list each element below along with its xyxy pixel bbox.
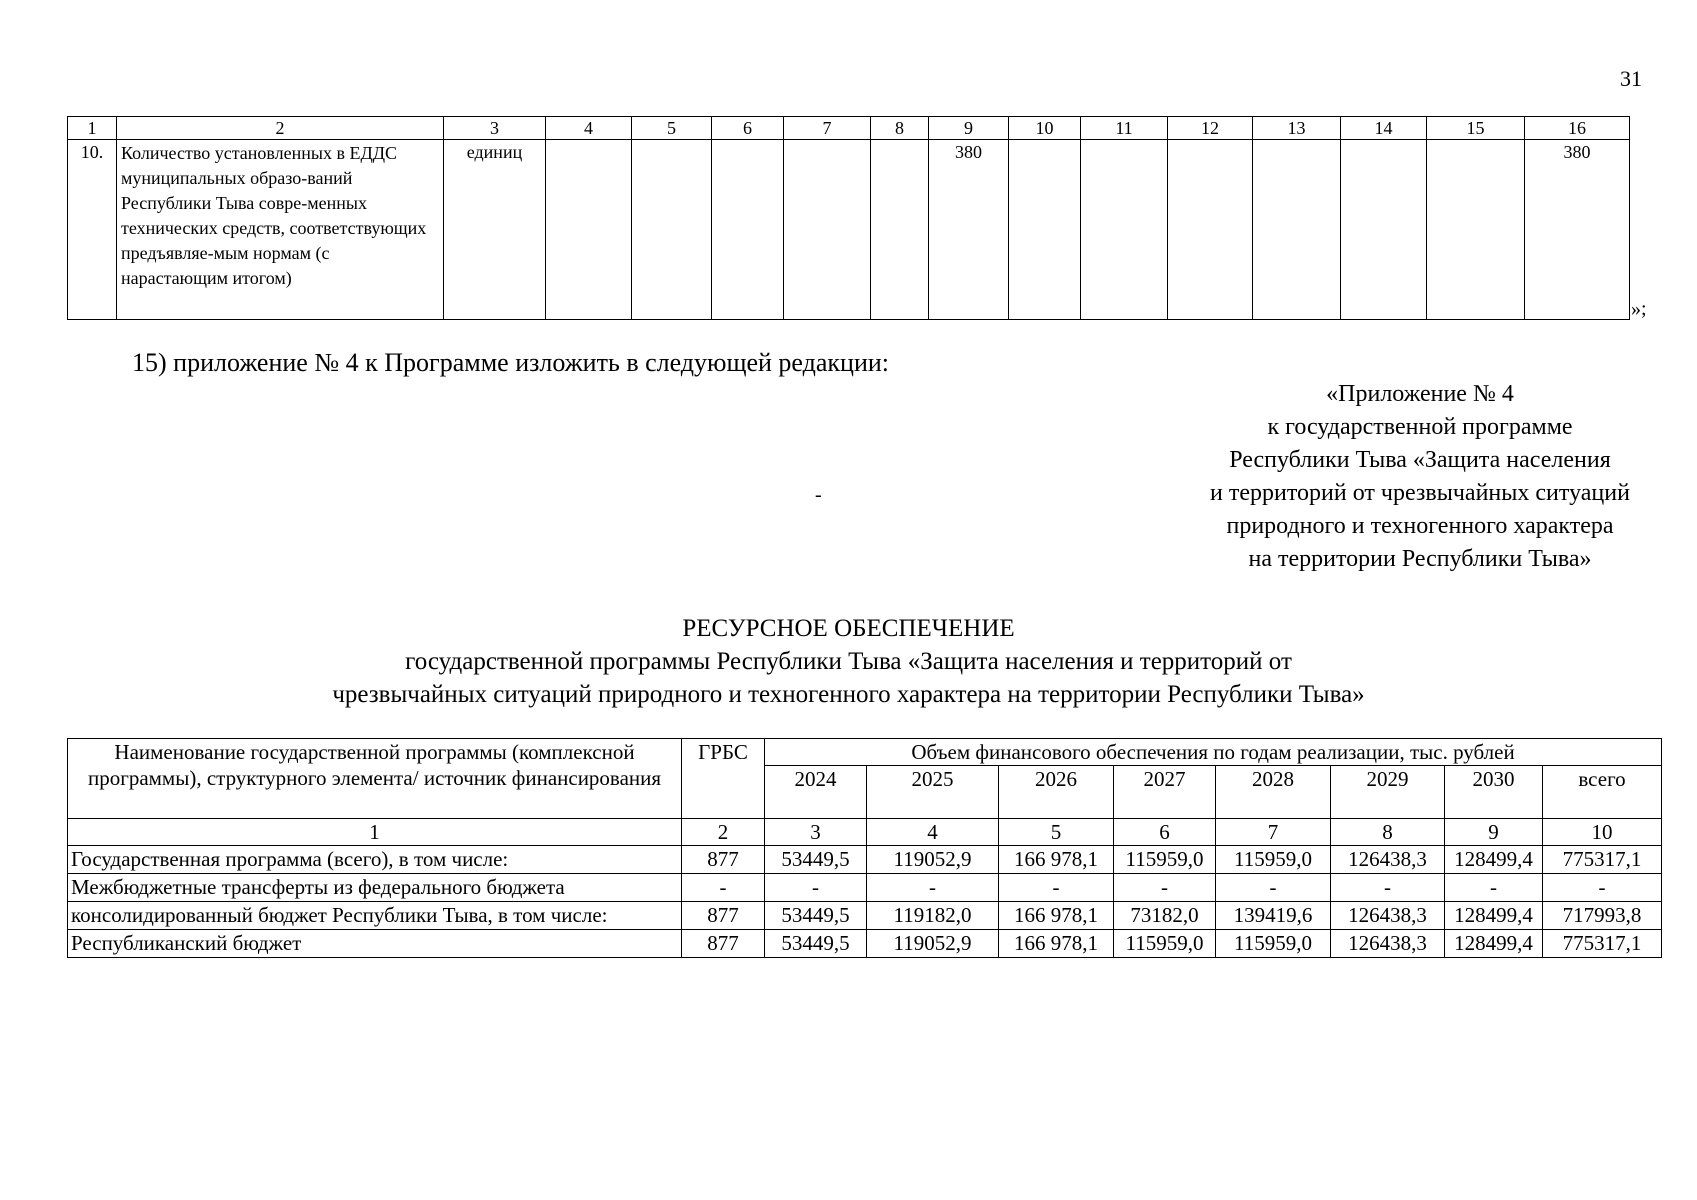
- indicator-unit: единиц: [444, 140, 546, 320]
- column-number-cell: 13: [1253, 117, 1341, 140]
- row-value: 139419,6: [1216, 902, 1331, 930]
- column-number-cell: 10: [1009, 117, 1081, 140]
- indicator-cell: [546, 140, 632, 320]
- column-number-cell: 6: [1114, 819, 1216, 846]
- column-number-cell: 10: [1543, 819, 1662, 846]
- row-value: 115959,0: [1216, 846, 1331, 874]
- appendix-line: к государственной программе: [1267, 414, 1573, 440]
- column-number-cell: 3: [444, 117, 546, 140]
- appendix-line: «Приложение № 4: [1326, 381, 1514, 407]
- table-row: [68, 902, 1662, 930]
- indicator-cell: [871, 140, 929, 320]
- column-number-cell: 8: [871, 117, 929, 140]
- stray-mark: -: [815, 484, 822, 506]
- column-number-cell: 9: [929, 117, 1009, 140]
- row-value: 115959,0: [1216, 930, 1331, 958]
- resource-head-row: [68, 739, 1662, 766]
- row-name: консолидированный бюджет Республики Тыва, в том числе:: [68, 902, 682, 930]
- year-header-cell: 2024: [765, 766, 867, 819]
- resource-title: РЕСУРСНОЕ ОБЕСПЕЧЕНИЕ: [682, 615, 1015, 642]
- indicators-table: [67, 116, 1630, 320]
- appendix-header: [1140, 378, 1697, 576]
- resource-subtitle-line: чрезвычайных ситуаций природного и техногенного характера на территории Республики Тыва»: [332, 681, 1365, 708]
- row-value: 166 978,1: [999, 902, 1114, 930]
- row-value: 717993,8: [1543, 902, 1662, 930]
- head-grbs: ГРБС: [682, 739, 765, 819]
- row-name: Республиканский бюджет: [68, 930, 682, 958]
- indicator-cell: [1427, 140, 1525, 320]
- indicator-cell: [1168, 140, 1253, 320]
- indicator-cell: [1341, 140, 1427, 320]
- row-value: -: [1331, 874, 1445, 902]
- row-value: 128499,4: [1445, 846, 1543, 874]
- closing-quote: »;: [1631, 298, 1647, 320]
- column-number-row: [68, 819, 1662, 846]
- appendix-line: и территорий от чрезвычайных ситуаций: [1210, 480, 1630, 506]
- indicator-row: [68, 140, 1630, 320]
- row-value: 166 978,1: [999, 930, 1114, 958]
- table-row: [68, 846, 1662, 874]
- instruction-text: 15) приложение № 4 к Программе изложить в следующей редакции:: [132, 348, 889, 377]
- row-value: 73182,0: [1114, 902, 1216, 930]
- row-value: -: [1543, 874, 1662, 902]
- column-number-cell: 3: [765, 819, 867, 846]
- column-number-cell: 14: [1341, 117, 1427, 140]
- column-number-cell: 6: [712, 117, 784, 140]
- row-value: 115959,0: [1114, 930, 1216, 958]
- year-header-cell: 2028: [1216, 766, 1331, 819]
- resource-table: [67, 738, 1662, 958]
- row-value: 119052,9: [867, 846, 999, 874]
- row-value: 119052,9: [867, 930, 999, 958]
- resource-subtitle-line: государственной программы Республики Тыва «Защита населения и территорий от: [405, 648, 1292, 675]
- table-row: [68, 930, 1662, 958]
- column-number-cell: 4: [546, 117, 632, 140]
- row-grbs: 877: [682, 930, 765, 958]
- row-value: 126438,3: [1331, 902, 1445, 930]
- column-number-cell: 15: [1427, 117, 1525, 140]
- row-value: 53449,5: [765, 902, 867, 930]
- row-value: 115959,0: [1114, 846, 1216, 874]
- row-value: 128499,4: [1445, 930, 1543, 958]
- row-value: 53449,5: [765, 846, 867, 874]
- indicator-cell: [632, 140, 712, 320]
- appendix-line: природного и техногенного характера: [1226, 513, 1614, 539]
- column-number-cell: 9: [1445, 819, 1543, 846]
- year-header-cell: всего: [1543, 766, 1662, 819]
- column-number-cell: 16: [1525, 117, 1630, 140]
- year-header-cell: 2026: [999, 766, 1114, 819]
- row-value: -: [999, 874, 1114, 902]
- row-value: 775317,1: [1543, 846, 1662, 874]
- row-name: Государственная программа (всего), в том числе:: [68, 846, 682, 874]
- indicator-number: 10.: [68, 140, 117, 320]
- column-number-cell: 11: [1081, 117, 1168, 140]
- indicator-value-col16: 380: [1525, 140, 1630, 320]
- column-number-cell: 7: [784, 117, 871, 140]
- column-number-cell: 1: [68, 117, 117, 140]
- indicator-cell: [1081, 140, 1168, 320]
- column-number-cell: 7: [1216, 819, 1331, 846]
- indicators-header-row: [68, 117, 1630, 140]
- row-value: 53449,5: [765, 930, 867, 958]
- row-value: -: [1445, 874, 1543, 902]
- row-value: 119182,0: [867, 902, 999, 930]
- row-name: Межбюджетные трансферты из федерального бюджета: [68, 874, 682, 902]
- row-value: 126438,3: [1331, 930, 1445, 958]
- column-number-cell: 8: [1331, 819, 1445, 846]
- row-value: -: [1114, 874, 1216, 902]
- indicator-cell: [784, 140, 871, 320]
- indicator-cell: [712, 140, 784, 320]
- column-number-cell: 2: [682, 819, 765, 846]
- row-grbs: 877: [682, 846, 765, 874]
- column-number-cell: 2: [117, 117, 444, 140]
- row-value: -: [1216, 874, 1331, 902]
- year-header-cell: 2025: [867, 766, 999, 819]
- head-volume: Объем финансового обеспечения по годам реализации, тыс. рублей: [765, 739, 1662, 766]
- column-number-cell: 12: [1168, 117, 1253, 140]
- head-name: Наименование государственной программы (комплексной программы), структурного элемента/ источник финансирования: [68, 739, 682, 819]
- indicator-cell: [1009, 140, 1081, 320]
- appendix-line: на территории Республики Тыва»: [1248, 546, 1592, 572]
- row-value: 775317,1: [1543, 930, 1662, 958]
- row-value: 126438,3: [1331, 846, 1445, 874]
- year-header-cell: 2029: [1331, 766, 1445, 819]
- column-number-cell: 5: [999, 819, 1114, 846]
- year-header-cell: 2027: [1114, 766, 1216, 819]
- column-number-cell: 4: [867, 819, 999, 846]
- table-row: [68, 874, 1662, 902]
- row-grbs: -: [682, 874, 765, 902]
- indicator-cell: [1253, 140, 1341, 320]
- indicator-value-col9: 380: [929, 140, 1009, 320]
- indicator-name: Количество установленных в ЕДДС муниципальных образо-ваний Республики Тыва совре-менных технических средств, соответствующих предъявляе-мым нормам (с нарастающим итогом): [117, 140, 444, 320]
- year-header-cell: 2030: [1445, 766, 1543, 819]
- column-number-cell: 1: [68, 819, 682, 846]
- page-number: 31: [1620, 66, 1642, 91]
- row-value: -: [765, 874, 867, 902]
- appendix-line: Республики Тыва «Защита населения: [1229, 447, 1611, 473]
- row-value: 128499,4: [1445, 902, 1543, 930]
- column-number-cell: 5: [632, 117, 712, 140]
- row-grbs: 877: [682, 902, 765, 930]
- row-value: 166 978,1: [999, 846, 1114, 874]
- row-value: -: [867, 874, 999, 902]
